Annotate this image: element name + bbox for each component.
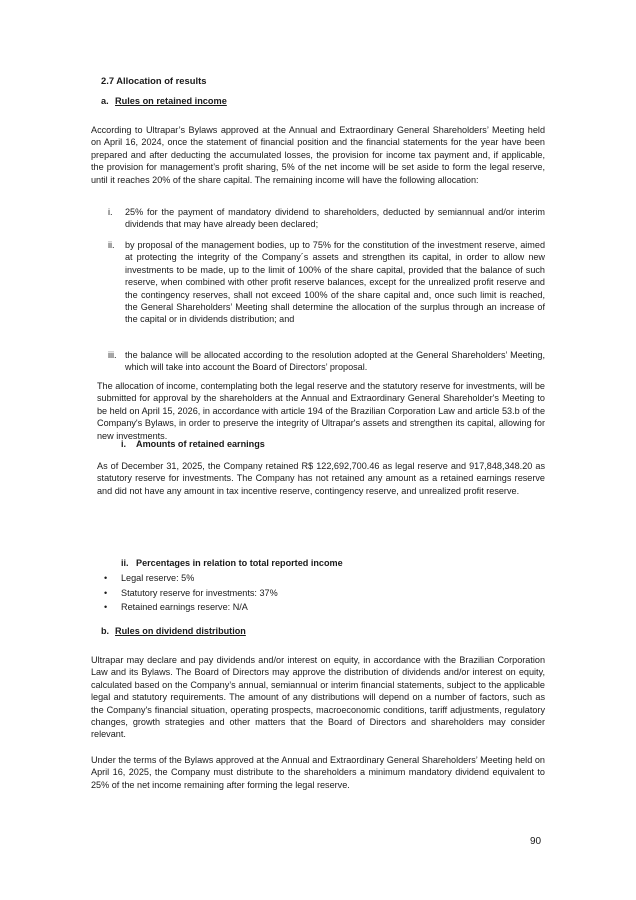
retained-earnings-paragraph: As of December 31, 2025, the Company retained R$ 122,692,700.46 as legal reserve and 917,848,348.20 as statutory reserve for investments. The Company has not retained any amount as a retained earnings reserve and did not have any amount in tax incentive reserve, contingency reserve, and unrealized profit reserve.: [97, 461, 545, 496]
intro-paragraph: According to Ultrapar’s Bylaws approved at the Annual and Extraordinary General Shareholders’ Meeting held on April 16, 2024, once the statement of financial position and the financial statements for the year have been prepared and after deducting the accumulated losses, the provision for income tax payment and, if applicable, the provision for management’s profit sharing, 5% of the net income will be set aside to form the legal reserve, until it reaches 20% of the share capital. The remaining income will have the following allocation:: [91, 125, 545, 185]
allocation-item: [108, 239, 545, 326]
list-item-text: Legal reserve: 5%: [121, 573, 195, 583]
subsection-b-title: Rules on dividend distribution: [115, 626, 246, 636]
list-item-text: Retained earnings reserve: N/A: [121, 602, 248, 613]
subsection-ii-heading: [121, 558, 343, 568]
allocation-item-text: by proposal of the management bodies, up to 75% for the constitution of the investment reserve, aimed at protecting the integrity of the Company´s assets and strengthen its capital, in order to allow new investments to be made, up to the limit of 100% of the share capital, provided that the balance of such reserve, when combined with other profit reserve balances, except for the unrealized profit reserve and the contingency reserves, shall not exceed 100% of the share capital and, once such limit is reached, the General Shareholders’ Meeting shall determine the allocation of the surplus through an increase of the capital or in dividends distribution; and: [125, 240, 545, 325]
subsection-i-label: i.: [121, 439, 127, 449]
allocation-item-number: i.: [108, 207, 113, 217]
bullet-icon: •: [104, 573, 108, 583]
subsection-a-title: Rules on retained income: [115, 96, 227, 106]
list-item: [104, 600, 278, 615]
allocation-item: [108, 349, 545, 374]
subsection-i-heading: [121, 439, 265, 449]
dividend-paragraph-1: Ultrapar may declare and pay dividends and/or interest on equity, in accordance with the Brazilian Corporation Law and its Bylaws. The Board of Directors may approve the distribution of dividends and/or interest on equity, calculated based on the Company’s annual, semiannual or interim financial statements, subject to the applicable legal and statutory requirements. The amount of any distributions will depend on a number of factors, such as the Company's financial situation, operating prospects, macroeconomic conditions, tariff adjustments, regulatory changes, growth strategies and other matters that the Board of Directors and shareholders may consider relevant.: [91, 655, 545, 740]
allocation-item-text: the balance will be allocated according to the resolution adopted at the General Shareholders’ Meeting, which will take into account the Board of Directors’ proposal.: [125, 350, 545, 373]
allocation-item-number: ii.: [108, 240, 115, 250]
percentages-list: [104, 571, 278, 615]
subsection-a-label: a.: [101, 96, 109, 106]
bullet-icon: •: [104, 587, 108, 598]
allocation-paragraph: The allocation of income, contemplating both the legal reserve and the statutory reserve for investments, will be submitted for approval by the shareholders at the Annual and Extraordinary General Shareholder's Meeting to be held on April 15, 2026, in accordance with article 194 of the Brazilian Corporation Law and article 53.b of the Company's Bylaws, in order to preserve the integrity of Ultrapar's assets and strengthen its capital, allowing for new investments.: [97, 381, 545, 441]
subsection-i-title: Amounts of retained earnings: [136, 439, 265, 449]
dividend-paragraph-2: Under the terms of the Bylaws approved at the Annual and Extraordinary General Shareholders’ Meeting held on April 16, 2025, the Company must distribute to the shareholders a minimum mandatory dividend equivalent to 25% of the net income remaining after forming the legal reserve.: [91, 755, 545, 790]
list-item-text: Statutory reserve for investments: 37%: [121, 587, 278, 598]
subsection-ii-label: ii.: [121, 558, 129, 568]
section-title: 2.7 Allocation of results: [101, 75, 207, 86]
subsection-a-heading: [101, 96, 227, 106]
list-item: [104, 571, 278, 586]
subsection-b-label: b.: [101, 626, 110, 636]
list-item: [104, 586, 278, 601]
allocation-item: [108, 206, 545, 231]
allocation-item-text: 25% for the payment of mandatory dividend to shareholders, deducted by semiannual and/or interim dividends that may have already been declared;: [125, 207, 545, 230]
allocation-item-number: iii.: [108, 350, 117, 360]
bullet-icon: •: [104, 602, 108, 613]
page-number: 90: [530, 836, 542, 847]
subsection-b-heading: [101, 626, 246, 636]
subsection-ii-title: Percentages in relation to total reported income: [136, 558, 343, 568]
